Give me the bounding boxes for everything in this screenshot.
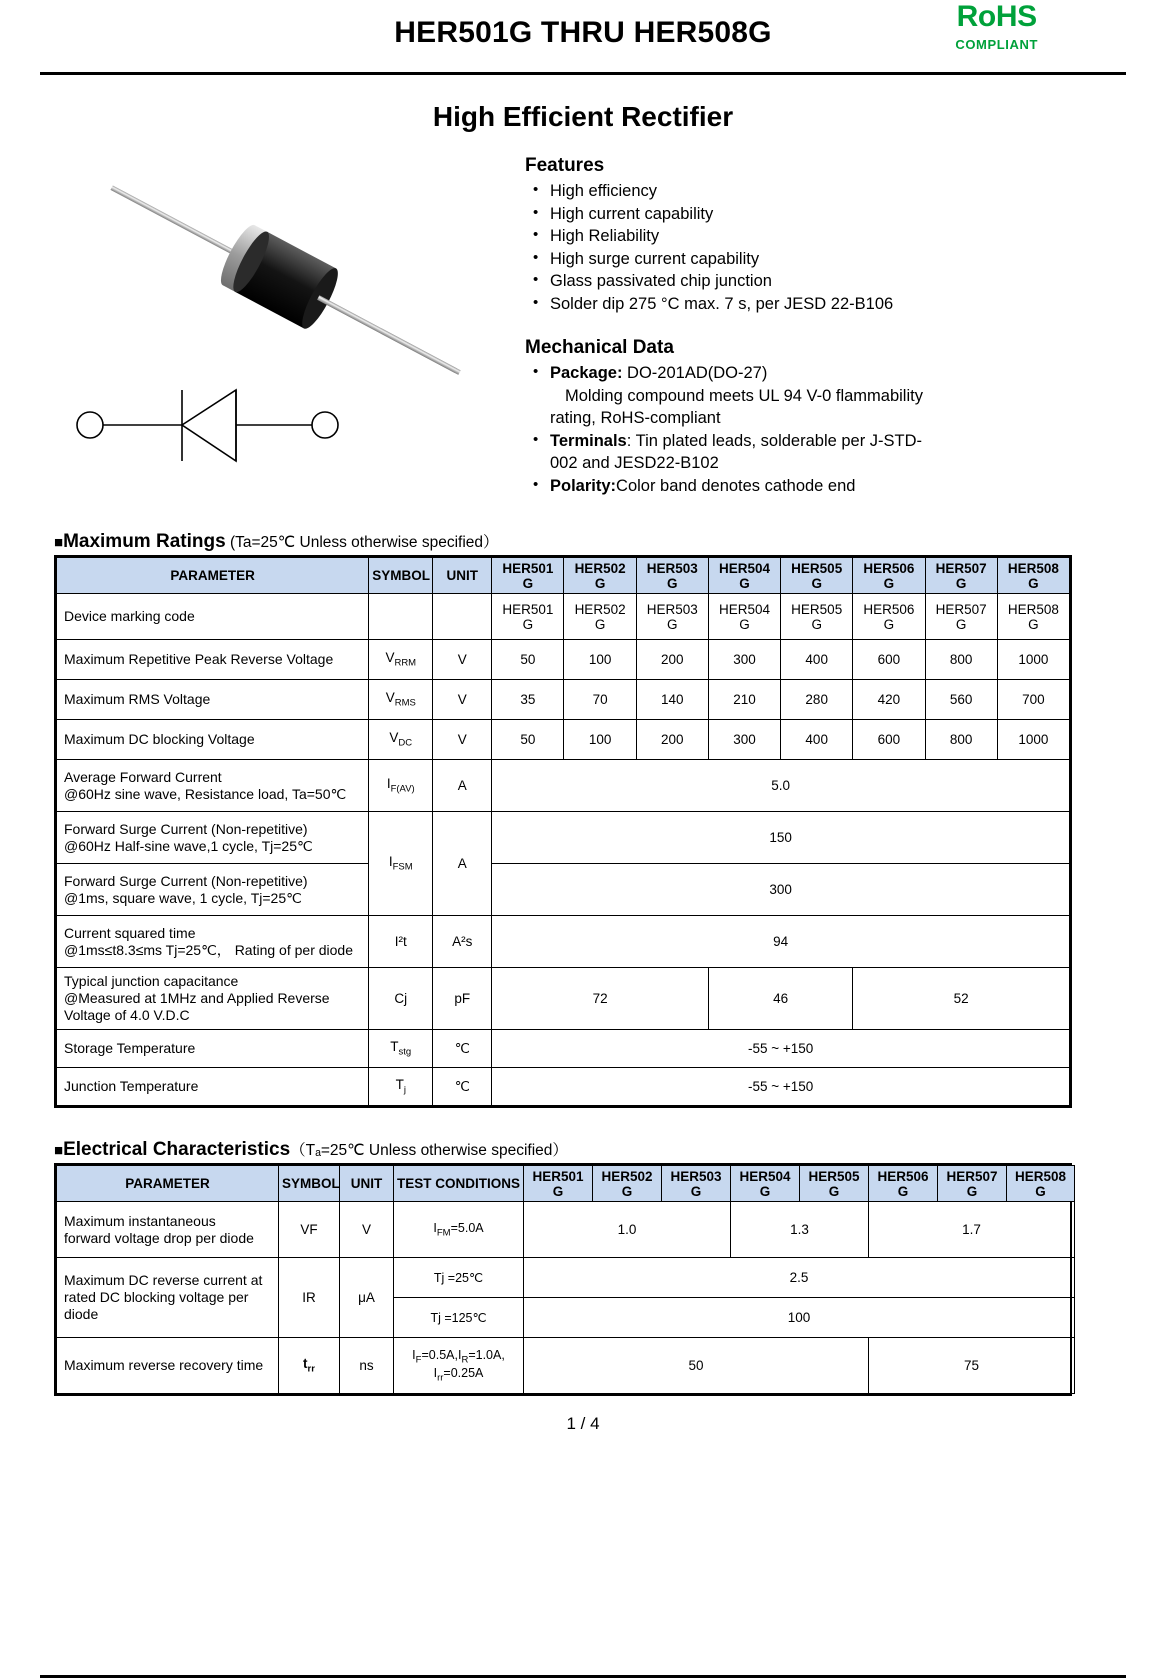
row-value: 1.7 [869,1202,1075,1258]
list-item: • Solder dip 275 °C max. 7 s, per JESD 22-B106 [531,293,1125,316]
table-header-row [57,1166,1075,1202]
table-row [57,968,1070,1030]
column-header: UNIT [340,1166,394,1202]
header-divider [40,72,1126,75]
electrical-table-wrap [54,1163,1072,1396]
column-header-part: HER505 G [800,1166,869,1202]
terminals-label: Terminals [550,431,627,450]
list-item: • Glass passivated chip junction [531,270,1125,293]
row-value: 400 [781,720,853,760]
row-value: 100 [564,640,636,680]
list-item-polarity [531,475,1125,498]
list-item: • High current capability [531,203,1125,226]
row-test-condition: $I_{FM}=5.0A$ [394,1202,524,1258]
row-value: 150 [492,812,1070,864]
row-value: 50 [492,720,564,760]
row-value: 300 [492,864,1070,916]
row-value: 140 [636,680,708,720]
row-value: 100 [564,720,636,760]
table-row [57,640,1070,680]
row-value: 46 [708,968,852,1030]
row-value: 420 [853,680,925,720]
row-value: HER503 G [636,594,708,640]
rohs-logo [955,2,1038,51]
diode-package-graphic [96,158,476,403]
row-parameter: Junction Temperature [57,1068,369,1106]
row-value: HER508 G [997,594,1069,640]
max-ratings-table-wrap [54,555,1072,1108]
package-label: Package: [550,364,623,382]
row-parameter: Forward Surge Current (Non-repetitive) @1ms, square wave, 1 cycle, Tj=25℃ [57,864,369,916]
row-value: 2.5 [524,1258,1075,1298]
row-parameter: Current squared time @1ms≤t8.3≤ms Tj=25℃， Rating of per diode [57,916,369,968]
row-parameter: Typical junction capacitance @Measured at 1MHz and Applied Reverse Voltage of 4.0 V.D.C [57,968,369,1030]
row-value: -55 ~ +150 [492,1030,1070,1068]
row-parameter: Maximum DC reverse current at rated DC blocking voltage per diode [57,1258,279,1338]
terminals-note: 002 and JESD22-B102 [550,454,719,472]
page-title: HER501G THRU HER508G [394,16,772,49]
row-value: 560 [925,680,997,720]
list-item: • High Reliability [531,225,1125,248]
row-value: HER502 G [564,594,636,640]
row-value: 75 [869,1338,1075,1394]
column-header-part: HER508 G [1007,1166,1075,1202]
row-unit: ℃ [433,1030,492,1068]
row-value: 70 [564,680,636,720]
electrical-condition: （Tₐ=25℃ Unless otherwise specified） [290,1142,568,1159]
row-value: 800 [925,720,997,760]
row-test-condition: $I_F=0.5A,I_R=1.0A$, $I_{rr}=0.25A$ [394,1338,524,1394]
max-ratings-title: Maximum Ratings [63,531,226,552]
section-gap [40,1108,1126,1138]
diode-photo-and-symbol-svg [60,145,500,530]
column-header: SYMBOL [279,1166,340,1202]
electrical-thead [57,1166,1075,1202]
max-ratings-condition: (Ta=25℃ Unless otherwise specified） [225,534,499,551]
column-header: PARAMETER [57,558,369,594]
column-header-part: HER501 G [524,1166,593,1202]
list-item-terminals [531,430,1125,453]
row-value: 94 [492,916,1070,968]
column-header-part: HER502 G [564,558,636,594]
row-parameter: Maximum RMS Voltage [57,680,369,720]
row-parameter: Average Forward Current @60Hz sine wave, Resistance load, Ta=50℃ [57,760,369,812]
row-symbol: $I_{FSM}$ [369,812,433,916]
row-value: 200 [636,640,708,680]
row-value: 200 [636,720,708,760]
column-header-part: HER503 G [662,1166,731,1202]
row-symbol: VF [279,1202,340,1258]
row-value: 800 [925,640,997,680]
row-symbol [369,594,433,640]
rohs-compliant-label: COMPLIANT [955,37,1038,52]
rohs-label: RoHS [956,0,1037,33]
electrical-title: Electrical Characteristics [63,1139,291,1160]
row-unit: V [433,720,492,760]
row-symbol: $T_{stg}$ [369,1030,433,1068]
row-unit: ℃ [433,1068,492,1106]
row-value: 1000 [997,720,1069,760]
table-row [57,680,1070,720]
row-value: 700 [997,680,1069,720]
bullet-square-icon: ■ [54,1142,64,1159]
row-symbol: $I_{F(AV)}$ [369,760,433,812]
row-parameter: Maximum reverse recovery time [57,1338,279,1394]
package-value: DO-201AD(DO-27) [622,364,768,382]
row-parameter: Maximum DC blocking Voltage [57,720,369,760]
row-test-condition: Tj =25℃ [394,1258,524,1298]
row-unit: A [433,812,492,916]
row-unit: V [340,1202,394,1258]
row-unit: A²s [433,916,492,968]
table-row [57,812,1070,864]
column-header-part: HER501 G [492,558,564,594]
row-parameter: Maximum Repetitive Peak Reverse Voltage [57,640,369,680]
row-unit: V [433,640,492,680]
column-header: UNIT [433,558,492,594]
row-value: 600 [853,640,925,680]
specs-column [525,155,1125,497]
max-ratings-thead [57,558,1070,594]
row-value: 400 [781,640,853,680]
row-parameter: Forward Surge Current (Non-repetitive) @60Hz Half-sine wave,1 cycle, Tj=25℃ [57,812,369,864]
bullet-square-icon: ■ [54,534,64,551]
column-header: TEST CONDITIONS [394,1166,524,1202]
row-value: 52 [853,968,1070,1030]
column-header-part: HER508 G [997,558,1069,594]
row-unit: A [433,760,492,812]
diode-schematic-symbol [77,390,338,461]
table-row [57,1030,1070,1068]
table-row [57,760,1070,812]
product-artwork [60,145,500,530]
table-row [57,1202,1075,1258]
table-row [57,594,1070,640]
row-value: 100 [524,1298,1075,1338]
column-header-part: HER506 G [869,1166,938,1202]
electrical-caption [54,1138,1126,1161]
table-row [57,720,1070,760]
package-note-line1: Molding compound meets UL 94 V-0 flammability [565,386,923,405]
row-symbol: $V_{DC}$ [369,720,433,760]
row-parameter: Maximum instantaneous forward voltage drop per diode [57,1202,279,1258]
row-unit: V [433,680,492,720]
table-row [57,916,1070,968]
row-value: 5.0 [492,760,1070,812]
row-symbol: $t_{rr}$ [279,1338,340,1394]
page-number: 1 / 4 [566,1414,600,1433]
row-value: 1.0 [524,1202,731,1258]
column-header-part: HER504 G [708,558,780,594]
row-value: 35 [492,680,564,720]
row-value: HER505 G [781,594,853,640]
table-row [57,1068,1070,1106]
row-value: 72 [492,968,709,1030]
row-value: HER507 G [925,594,997,640]
column-header-part: HER502 G [593,1166,662,1202]
row-test-condition: Tj =125℃ [394,1298,524,1338]
row-symbol: IR [279,1258,340,1338]
row-parameter: Storage Temperature [57,1030,369,1068]
row-symbol: $T_j$ [369,1068,433,1106]
row-unit: μA [340,1258,394,1338]
column-header: SYMBOL [369,558,433,594]
table-row [57,1258,1075,1298]
electrical-tbody [57,1202,1075,1394]
row-symbol: I²t [369,916,433,968]
row-unit: pF [433,968,492,1030]
column-header-part: HER505 G [781,558,853,594]
table-header-row [57,558,1070,594]
row-symbol: $V_{RRM}$ [369,640,433,680]
max-ratings-caption [54,530,1126,553]
overview-section [40,145,1126,530]
list-item: • High surge current capability [531,248,1125,271]
column-header: PARAMETER [57,1166,279,1202]
features-list [531,180,1125,315]
row-parameter: Device marking code [57,594,369,640]
row-value: 1.3 [731,1202,869,1258]
max-ratings-table [56,557,1070,1106]
row-symbol: $V_{RMS}$ [369,680,433,720]
column-header-part: HER507 G [938,1166,1007,1202]
row-value: 50 [524,1338,869,1394]
row-symbol: Cj [369,968,433,1030]
polarity-label: Polarity: [550,476,617,495]
max-ratings-tbody [57,594,1070,1106]
row-value: 50 [492,640,564,680]
row-value: 1000 [997,640,1069,680]
row-value: 210 [708,680,780,720]
list-item: • High efficiency [531,180,1125,203]
row-value: -55 ~ +150 [492,1068,1070,1106]
page-subtitle: High Efficient Rectifier [432,101,734,132]
row-value: HER506 G [853,594,925,640]
terminals-value: : Tin plated leads, solderable per J-STD- [626,431,923,450]
features-heading: Features [525,155,605,176]
row-value: 300 [708,640,780,680]
column-header-part: HER504 G [731,1166,800,1202]
mechanical-data-heading: Mechanical Data [525,337,674,358]
list-item-package [531,362,1125,385]
table-row [57,1338,1075,1394]
row-unit [433,594,492,640]
column-header-part: HER503 G [636,558,708,594]
mechanical-data-list [531,362,1125,497]
row-value: HER504 G [708,594,780,640]
row-value: 600 [853,720,925,760]
polarity-value: Color band denotes cathode end [616,476,856,495]
page-header [40,0,1126,72]
row-value: 280 [781,680,853,720]
row-value: 300 [708,720,780,760]
row-unit: ns [340,1338,394,1394]
row-value: HER501 G [492,594,564,640]
electrical-table [56,1165,1075,1394]
table-row [57,864,1070,916]
column-header-part: HER507 G [925,558,997,594]
column-header-part: HER506 G [853,558,925,594]
package-note-line2: rating, RoHS-compliant [550,409,721,427]
